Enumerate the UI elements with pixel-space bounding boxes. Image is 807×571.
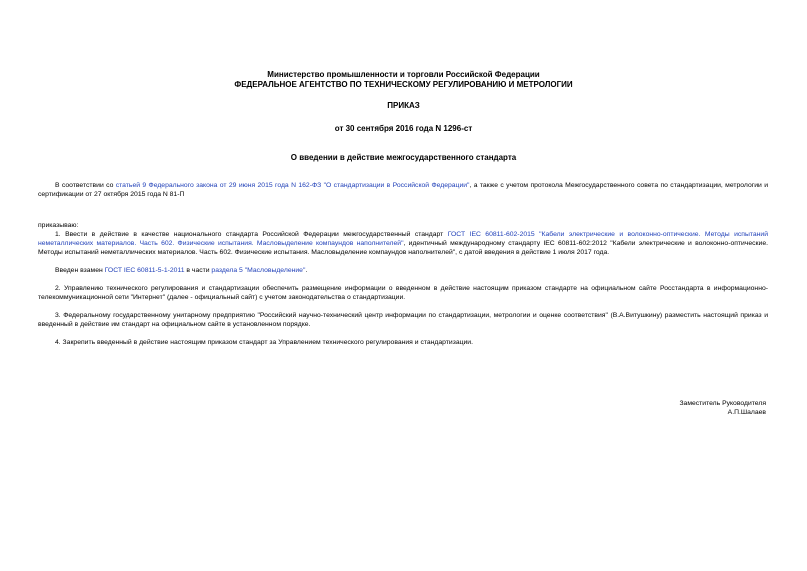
signature-block: [679, 399, 766, 417]
agency-name: ФЕДЕРАЛЬНОЕ АГЕНТСТВО ПО ТЕХНИЧЕСКОМУ РЕГУЛИРОВАНИЮ И МЕТРОЛОГИИ: [234, 80, 573, 89]
gost-602-link[interactable]: ГОСТ IEC 60811-602-2015 "Кабели электрические и волоконно-оптические. Методы испытаний неметаллических материалов. Часть 602. Физические испытания. Масловыделение компаундов наполнителей": [38, 230, 769, 247]
section-5-link[interactable]: раздела 5 "Масловыделение": [211, 266, 306, 274]
item-2-paragraph: 2. Управлению технического регулирования и стандартизации обеспечить размещение информации о введенном в действие настоящим приказом стандарте на официальном сайте Росстандарта в информационно-телекоммуникационной сети "Интернет" (далее - официальный сайт) с учетом законодательства о стандартизации.: [38, 284, 768, 301]
spacer: [38, 258, 768, 267]
document-body: [38, 182, 768, 348]
item-1-paragraph: [38, 231, 768, 258]
item-4-paragraph: 4. Закрепить введенный в действие настоящим приказом стандарт за Управлением технического регулирования и стандартизации.: [55, 338, 473, 346]
preamble-text-rest: , а также с учетом протокола Межгосударственного совета по стандартизации, метрологии и сертификации от 27 октября 2015 года N 81-П: [38, 182, 768, 198]
spacer: [38, 200, 768, 222]
order-date: от 30 сентября 2016 года N 1296-ст: [334, 124, 473, 133]
spacer: [38, 303, 768, 312]
document-header: [0, 70, 807, 90]
item-1-text-rest: , идентичный международному стандарту IEC 60811-602:2012 "Кабели электрические и волоконно-оптические. Методы испытаний неметаллических материалов. Часть 602. Физические испытания. Масловыделение компаундов наполнителей", с датой введения в действие 1 июля 2017 года.: [38, 239, 768, 256]
signatory-name: А.П.Шалаев: [727, 409, 766, 417]
spacer: [38, 330, 768, 339]
replacement-text-mid: в части: [184, 266, 212, 274]
replacement-text-end: .: [305, 266, 308, 274]
replacement-text: Введен взамен: [55, 266, 105, 274]
replacement-paragraph: [38, 267, 768, 276]
order-title: ПРИКАЗ: [387, 101, 420, 110]
preamble-paragraph: [38, 182, 768, 200]
signatory-position: Заместитель Руководителя: [679, 400, 766, 407]
order-subject: О введении в действие межгосударственного стандарта: [290, 153, 517, 162]
orders-word: приказываю:: [38, 221, 79, 229]
ministry-name: Министерство промышленности и торговли Российской Федерации: [267, 70, 540, 79]
item-3-paragraph: 3. Федеральному государственному унитарному предприятию "Российский научно-технический центр информации по стандартизации, метрологии и оценке соответствия" (В.А.Витушкину) разместить настоящий приказ и введенный в действие им стандарт на официальном сайте в установленном порядке.: [38, 311, 768, 328]
federal-law-link[interactable]: статьей 9 Федерального закона от 29 июня 2015 года N 162-ФЗ "О стандартизации в Российской Федерации": [115, 182, 470, 189]
spacer: [38, 276, 768, 285]
preamble-text: В соответствии со: [55, 182, 116, 189]
item-1-text: 1. Ввести в действие в качестве национального стандарта Российской Федерации межгосударственный стандарт: [55, 230, 448, 238]
gost-5-1-link[interactable]: ГОСТ IEC 60811-5-1-2011: [104, 266, 185, 274]
